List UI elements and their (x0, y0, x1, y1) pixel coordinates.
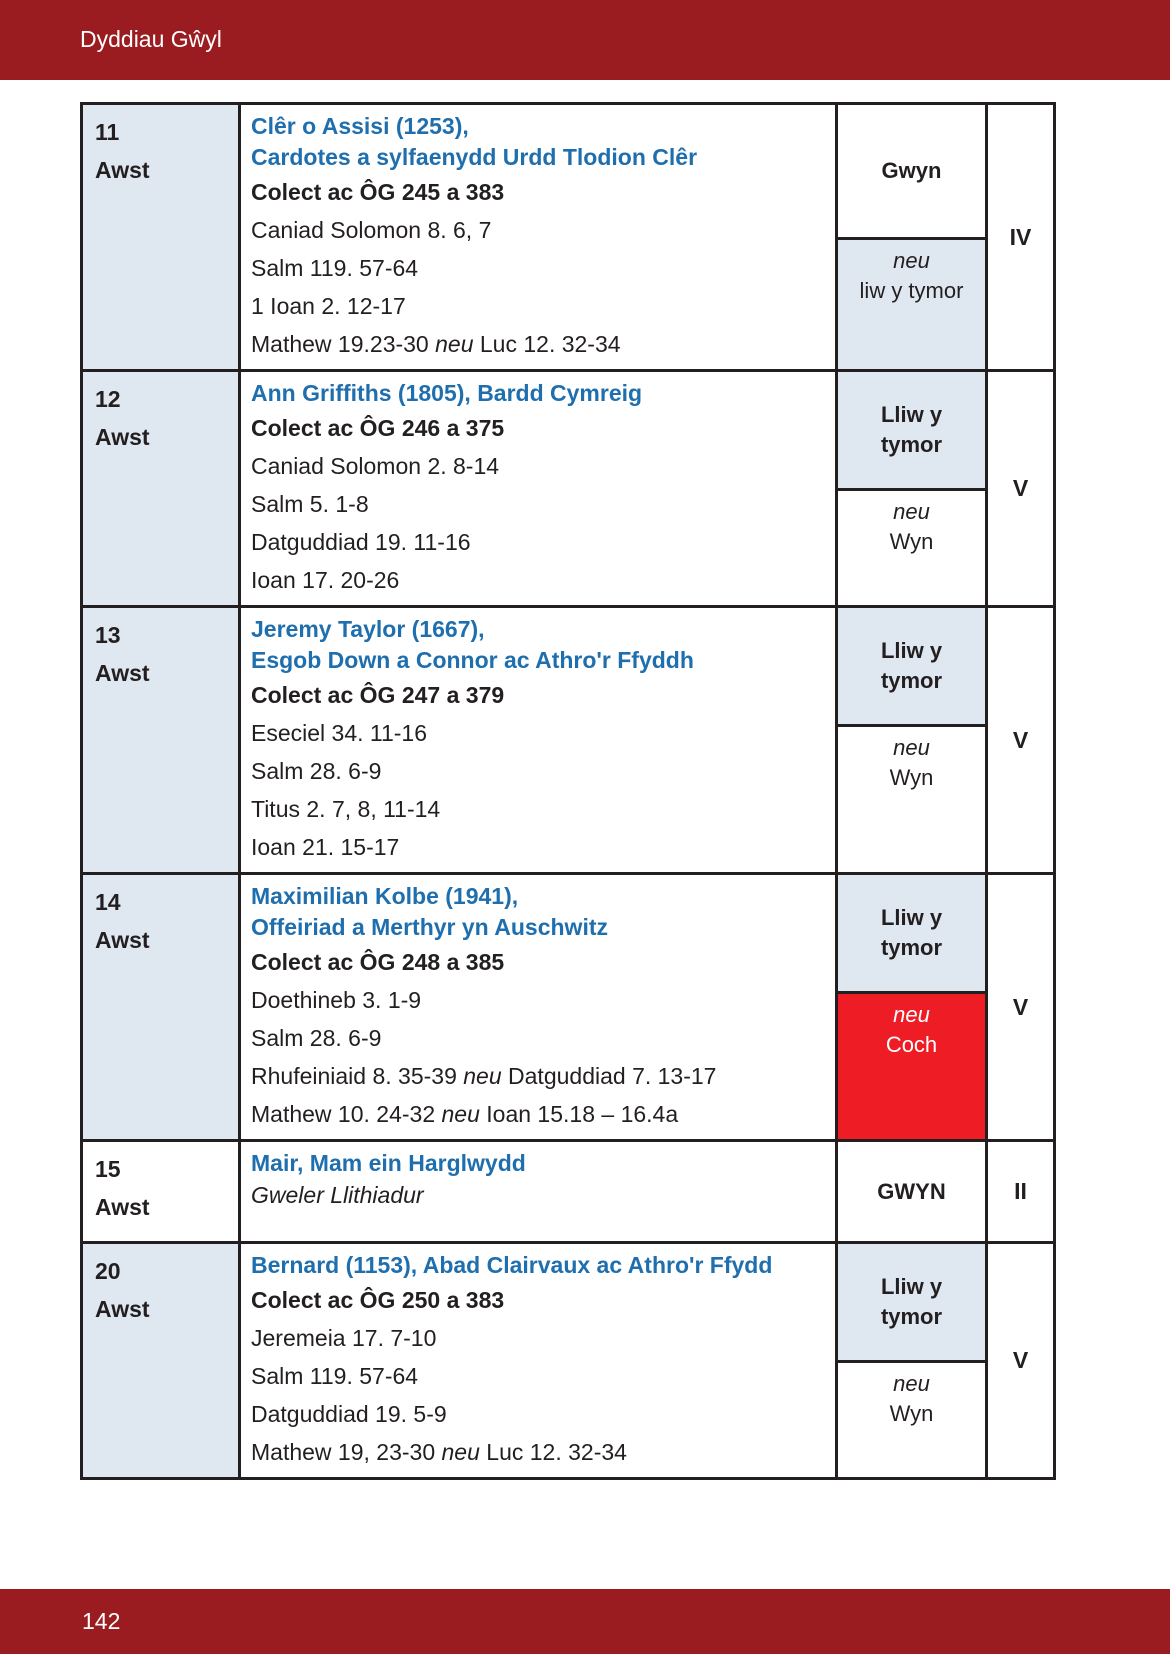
reading-gospel (251, 1095, 825, 1133)
liturgical-colour-cell (837, 607, 987, 874)
collect-line: Colect ac ÔG 248 a 385 (251, 949, 505, 975)
rank-cell: V (987, 874, 1055, 1141)
feast-subtitle: Esgob Down a Connor ac Athro'r Ffyddh (251, 647, 694, 673)
colour-alternative (838, 488, 985, 605)
month-name: Awst (95, 1194, 150, 1220)
month-name: Awst (95, 660, 150, 686)
date-cell (82, 371, 240, 607)
rank-cell: V (987, 1243, 1055, 1479)
table-row (82, 874, 1055, 1141)
colour-alternative (838, 1360, 985, 1477)
reading: Salm 119. 57-64 (251, 255, 419, 281)
colour-label: Wyn (889, 1401, 934, 1426)
colour-label: Lliw y (880, 638, 943, 663)
table-row (82, 371, 1055, 607)
reading: Salm 28. 6-9 (251, 1025, 382, 1051)
colour-label: tymor (880, 668, 943, 693)
colour-label: liw y tymor (859, 278, 964, 303)
colour-label: tymor (880, 935, 943, 960)
collect-line: Colect ac ÔG 245 a 383 (251, 179, 505, 205)
day-number: 20 (95, 1258, 121, 1284)
reading: Doethineb 3. 1-9 (251, 987, 422, 1013)
reading-gospel (251, 1433, 825, 1471)
feast-info-cell (240, 1243, 837, 1479)
colour-alternative (838, 724, 985, 872)
date-cell (82, 1243, 240, 1479)
colour-label: Lliw y (880, 402, 943, 427)
month-name: Awst (95, 927, 150, 953)
colour-label: Gwyn (881, 158, 942, 183)
neu-word: neu (893, 248, 930, 273)
section-title: Dyddiau Gŵyl (80, 26, 222, 52)
reading-part: Luc 12. 32-34 (479, 1439, 627, 1465)
collect-line: Colect ac ÔG 247 a 379 (251, 682, 505, 708)
rank-cell: V (987, 607, 1055, 874)
feast-info-cell (240, 371, 837, 607)
date-cell (82, 607, 240, 874)
reading-part: Luc 12. 32-34 (473, 331, 621, 357)
reading-part: Mathew 19, 23-30 (251, 1439, 442, 1465)
month-name: Awst (95, 157, 150, 183)
colour-alternative (838, 991, 985, 1139)
see-note: Gweler Llithiadur (251, 1182, 424, 1208)
reading-part: Mathew 19.23-30 (251, 331, 436, 357)
feast-days-table (80, 102, 1056, 1480)
header-bar (0, 0, 1170, 80)
reading: Jeremeia 17. 7-10 (251, 1325, 437, 1351)
reading: Caniad Solomon 2. 8-14 (251, 453, 500, 479)
reading-epistle (251, 1057, 825, 1095)
reading: Eseciel 34. 11-16 (251, 720, 428, 746)
table-row (82, 607, 1055, 874)
reading-part: Rhufeiniaid 8. 35-39 (251, 1063, 464, 1089)
reading: Salm 119. 57-64 (251, 1363, 419, 1389)
footer-bar (0, 1589, 1170, 1654)
neu-word: neu (441, 1439, 480, 1465)
feast-title: Jeremy Taylor (1667), (251, 616, 485, 642)
reading: Caniad Solomon 8. 6, 7 (251, 217, 492, 243)
date-cell (82, 874, 240, 1141)
neu-word: neu (441, 1101, 480, 1127)
feast-info-cell (240, 104, 837, 371)
colour-label: GWYN (877, 1178, 946, 1204)
feast-title: Mair, Mam ein Harglwydd (251, 1150, 526, 1176)
reading: Datguddiad 19. 5-9 (251, 1401, 447, 1427)
feast-subtitle: Cardotes a sylfaenydd Urdd Tlodion Clêr (251, 144, 698, 170)
neu-word: neu (893, 1002, 930, 1027)
colour-label: Wyn (889, 765, 934, 790)
colour-label: Lliw y (880, 1274, 943, 1299)
liturgical-colour-cell (837, 1141, 987, 1243)
table-row (82, 1141, 1055, 1243)
liturgical-colour-cell (837, 371, 987, 607)
neu-word: neu (435, 331, 474, 357)
feast-title: Maximilian Kolbe (1941), (251, 883, 519, 909)
neu-word: neu (893, 499, 930, 524)
colour-primary (838, 608, 985, 724)
day-number: 13 (95, 622, 121, 648)
reading-part: Mathew 10. 24-32 (251, 1101, 442, 1127)
colour-label: Coch (885, 1032, 938, 1057)
reading-part: Datguddiad 7. 13-17 (501, 1063, 717, 1089)
colour-label: tymor (880, 1304, 943, 1329)
colour-primary (838, 105, 985, 237)
table-row (82, 104, 1055, 371)
month-name: Awst (95, 1296, 150, 1322)
date-cell (82, 104, 240, 371)
colour-label: Lliw y (880, 905, 943, 930)
reading: Salm 5. 1-8 (251, 491, 369, 517)
neu-word: neu (893, 735, 930, 760)
colour-primary (838, 372, 985, 488)
feast-info-cell (240, 874, 837, 1141)
colour-label: tymor (880, 432, 943, 457)
colour-primary (838, 875, 985, 991)
day-number: 12 (95, 386, 121, 412)
feast-info-cell (240, 1141, 837, 1243)
liturgical-colour-cell (837, 874, 987, 1141)
rank-cell: II (987, 1141, 1055, 1243)
reading: Salm 28. 6-9 (251, 758, 382, 784)
day-number: 14 (95, 889, 121, 915)
month-name: Awst (95, 424, 150, 450)
collect-line: Colect ac ÔG 250 a 383 (251, 1287, 505, 1313)
feast-subtitle: Offeiriad a Merthyr yn Auschwitz (251, 914, 608, 940)
feast-title: Bernard (1153), Abad Clairvaux ac Athro'r Ffydd (251, 1252, 773, 1278)
reading-gospel (251, 325, 825, 363)
reading: Ioan 17. 20-26 (251, 567, 400, 593)
collect-line: Colect ac ÔG 246 a 375 (251, 415, 505, 441)
table-row (82, 1243, 1055, 1479)
neu-word: neu (463, 1063, 502, 1089)
reading-part: Ioan 15.18 – 16.4a (479, 1101, 679, 1127)
feast-title: Ann Griffiths (1805), Bardd Cymreig (251, 380, 643, 406)
date-cell (82, 1141, 240, 1243)
reading: Titus 2. 7, 8, 11-14 (251, 796, 441, 822)
liturgical-colour-cell (837, 1243, 987, 1479)
day-number: 15 (95, 1156, 121, 1182)
colour-label: Wyn (889, 529, 934, 554)
reading: Ioan 21. 15-17 (251, 834, 400, 860)
page-number: 142 (82, 1608, 121, 1634)
colour-alternative (838, 237, 985, 369)
rank-cell: IV (987, 104, 1055, 371)
liturgical-colour-cell (837, 104, 987, 371)
reading: 1 Ioan 2. 12-17 (251, 293, 406, 319)
colour-primary (838, 1244, 985, 1360)
neu-word: neu (893, 1371, 930, 1396)
feast-title: Clêr o Assisi (1253), (251, 113, 469, 139)
rank-cell: V (987, 371, 1055, 607)
day-number: 11 (95, 119, 120, 145)
feast-info-cell (240, 607, 837, 874)
reading: Datguddiad 19. 11-16 (251, 529, 471, 555)
